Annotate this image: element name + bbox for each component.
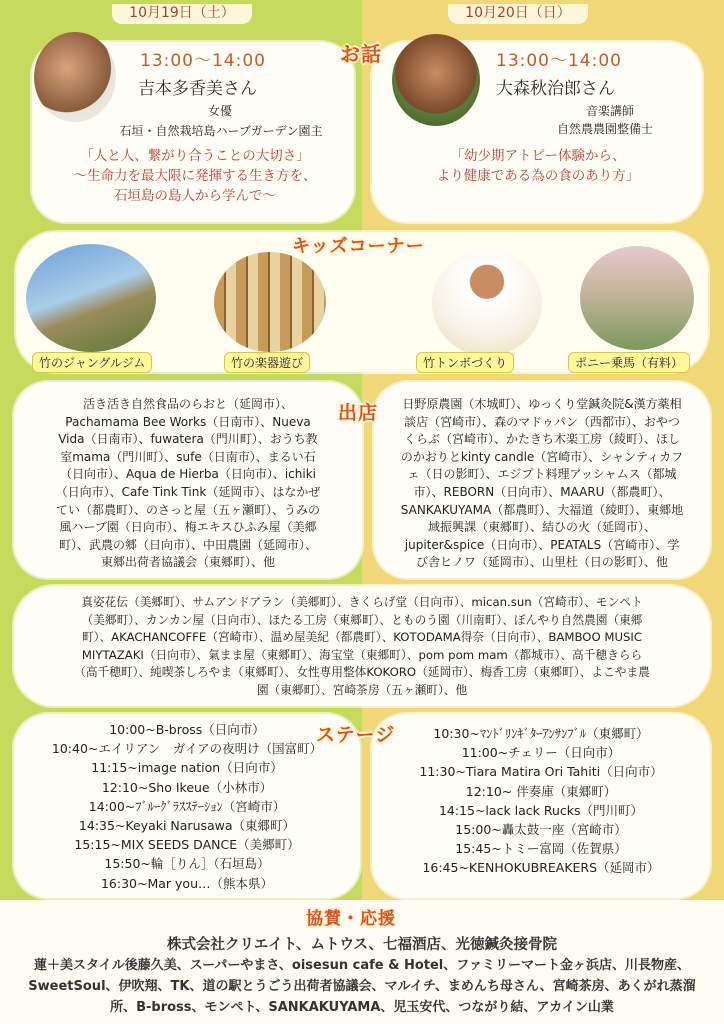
kids-label-bamboo-dragonfly: 竹トンボづくり — [416, 352, 514, 373]
talk-right-role2: 自然農農園整備士 — [556, 122, 653, 136]
shop-line: 真姿花伝（美郷町）、サムアンドアラン（美郷町）、きくらげ堂（日向市）、mican.sun（宮崎市）、モンペト — [81, 595, 643, 609]
shop-line: 東郷出荷者協議会（東郷町）、他 — [100, 555, 275, 570]
stage-item: 12:10~ 伴奏庫（東郷町） — [465, 783, 617, 799]
shop-line: 町）、武農の郷（日向市）、中田農園（延岡市）、 — [58, 537, 317, 552]
kids-photo-bamboo-instrument — [214, 252, 326, 352]
shop-line: MIYTAZAKI（日向市）、氣まま屋（東郷町）、海宝堂（東郷町）、pom pom mam（都城市）、高千穂きらら — [81, 647, 643, 662]
stage-item: 12:10~Sho Ikeue（小林市） — [101, 779, 273, 795]
talk-right-quote1: 「幼少期アトピー体験から、 — [450, 148, 626, 164]
date-saturday: 10月19日（土） — [112, 4, 252, 24]
shop-line: 日野原農園（木城町）、ゆっくり堂鍼灸院&漢方薬相 — [402, 397, 682, 411]
shops-section-title: 出店 — [338, 402, 379, 424]
shop-line: 談店（宮崎市）、森のマドゥパン（西都市）、おやつ — [404, 414, 680, 429]
shop-line: 風ハーブ園（日向市）、梅エキスひふみ屋（美郷 — [59, 520, 317, 535]
shop-line: 町）、AKACHANCOFFE（宮崎市）、温め屋美紀（都農町）、KOTODAMA得奈（日向市）、BAMBOO MUSIC — [81, 630, 643, 645]
kids-label-jungle-gym: 竹のジャングルジム — [32, 352, 152, 373]
shop-line: （日向市）、Cafe Tink Tink（延岡市）、はなかぜ — [55, 484, 321, 499]
stage-item: 15:00~轟太鼓一座（宮崎市） — [455, 822, 627, 838]
talk-right-time: 13:00〜14:00 — [496, 51, 622, 71]
kids-label-bamboo-instrument: 竹の楽器遊び — [224, 352, 310, 373]
shop-line: （美郷町）、カンカン屋（日向市）、ほたる工房（東郷町）、とものう園（川南町）、ぼんやり自然農園（東郷 — [81, 612, 643, 627]
sponsors-main: 株式会社クリエイト、ムトウス、七福酒店、光徳鍼灸接骨院 — [167, 937, 557, 953]
talk-left-quote3: 石垣島の島人から学んで〜 — [114, 188, 276, 204]
shop-line: のかおりとkinty candle（宮崎市）、シャンティカフ — [400, 449, 684, 464]
stage-item: 11:30~Tiara Matira Ori Tahiti（日向市） — [419, 764, 663, 780]
date-sunday: 10月20日（日） — [448, 4, 588, 24]
talk-left-quote2: 〜生命力を最大限に発揮する生き方を、 — [73, 168, 317, 184]
kids-photo-pony-ride — [580, 246, 694, 350]
talk-left-role2: 石垣・自然栽培島ハーブガーデン園主 — [119, 124, 323, 138]
shop-line: Pachamama Bee Works（日南市）、Nueva — [65, 414, 311, 429]
stage-item: 15:45~トミー富岡（佐賀県） — [455, 841, 627, 857]
talk-left-time: 13:00〜14:00 — [140, 51, 266, 71]
talk-left-role1: 女優 — [207, 104, 232, 118]
sponsors-section-title: 協賛・応援 — [306, 909, 396, 929]
speaker-photo-omori — [392, 34, 480, 126]
stage-item: 14:15~lack lack Rucks（門川町） — [438, 802, 644, 818]
shop-line: 市）、REBORN（日向市）、MAARU（都農町）、 — [413, 484, 671, 499]
kids-photo-jungle-gym — [26, 244, 156, 352]
talk-right-quote2: より健康である為の食のあり方」 — [436, 168, 640, 184]
shop-line: （日向市）、Aqua de Hierba（日向市）、ichiki — [59, 467, 316, 482]
stage-item: 10:00~B-bross（日向市） — [109, 722, 265, 737]
shop-line: 室mama（門川町）、sufe（日南市）、まるい石 — [60, 449, 316, 464]
stage-left-list — [22, 720, 352, 893]
talk-left-name: 吉本多香美さん — [138, 79, 257, 99]
stage-item: 16:45~KENHOKUBREAKERS（延岡市） — [422, 860, 660, 876]
speaker-photo-yoshimoto — [34, 32, 116, 122]
stage-item: 10:40~エイリアン ガイアの夜明け（国富町） — [51, 741, 323, 757]
stage-item: 11:00~チェリー（日向市） — [461, 745, 621, 761]
talk-right-role1: 音楽講師 — [585, 104, 634, 118]
talk-section-title: お話 — [340, 42, 382, 66]
shop-line: び舎ヒノワ（延岡市）、山里杜（日の影町）、他 — [416, 555, 668, 570]
shop-line: くらぶ（宮崎市）、かたきち木楽工房（綾町）、ほし — [403, 432, 680, 447]
shops-right-list — [380, 396, 704, 572]
stage-item: 10:30~ﾏﾝﾄﾞﾘﾝｷﾞﾀｰｱﾝｻﾝﾌﾞﾙ（東郷町） — [433, 726, 649, 741]
shop-line: 域振興課（東郷町）、結ひの火（延岡市）、 — [427, 520, 656, 535]
shop-line: ェ（日の影町）、エジプト料理アッシャムス（都城 — [407, 467, 677, 482]
stage-right-list — [380, 724, 702, 878]
stage-item: 16:30~Mar you…（熊本県） — [100, 875, 274, 891]
kids-section-title: キッズコーナー — [292, 236, 425, 257]
shop-line: 活き活き自然食品のらおと（延岡市）、 — [82, 397, 293, 411]
kids-label-pony-ride: ポニー乗馬（有料） — [568, 352, 690, 373]
stage-item: 11:15~image nation（日向市） — [91, 760, 283, 776]
stage-item: 15:15~MIX SEEDS DANCE（美郷町） — [74, 837, 300, 853]
shop-line: Vida（日南市）、fuwatera（門川町）、おうち教 — [58, 432, 318, 447]
shop-line: てい（都農町）、のさっと屋（五ヶ瀬町）、うみの — [55, 502, 320, 517]
shop-line: jupiter&spice（日向市）、PEATALS（宮崎市）、学 — [404, 537, 680, 552]
talk-right-name: 大森秋治郎さん — [496, 79, 615, 99]
kids-photo-bamboo-dragonfly — [432, 250, 542, 356]
shops-bottom-list — [22, 594, 702, 700]
stage-item: 14:35~Keyaki Narusawa（東郷町） — [78, 818, 296, 834]
stage-section-title: ステージ — [316, 724, 396, 746]
shop-line: SANKAKUYAMA（都農町）、大福道（綾町）、東郷地 — [400, 502, 684, 517]
talk-left-quote1: 「人と人、繋がり合うことの大切さ」 — [80, 148, 310, 164]
shops-left-list — [20, 396, 356, 572]
stage-item: 15:50~輪［りん］（石垣島） — [104, 856, 270, 872]
stage-item: 14:00~ﾌﾞﾙｰｸﾞﾗｽｽﾃｰｼｮﾝ（宮崎市） — [88, 798, 286, 814]
shop-line: 園（東郷町）、宮崎茶房（五ヶ瀬町）、他 — [256, 682, 468, 697]
sponsors-list: 蓮＋美スタイル後藤久美、スーパーやまさ、oisesun cafe & Hotel、ファミリーマート金ヶ浜店、川長物産、SweetSoul、伊吹翔、TK、道の駅とうごう出荷者協議会、マルイチ、まめんち母さん、宮崎茶房、あくがれ蒸溜所、B-bross、モンペト、SANKAKUYAMA、児玉安代、つながり結、アカイン山業 — [28, 958, 696, 1015]
shop-line: （高千穂町）、純喫茶しろやま（東郷町）、女性専用整体KOKORO（延岡市）、梅香工房（東郷町）、よこやま農 — [74, 665, 650, 680]
